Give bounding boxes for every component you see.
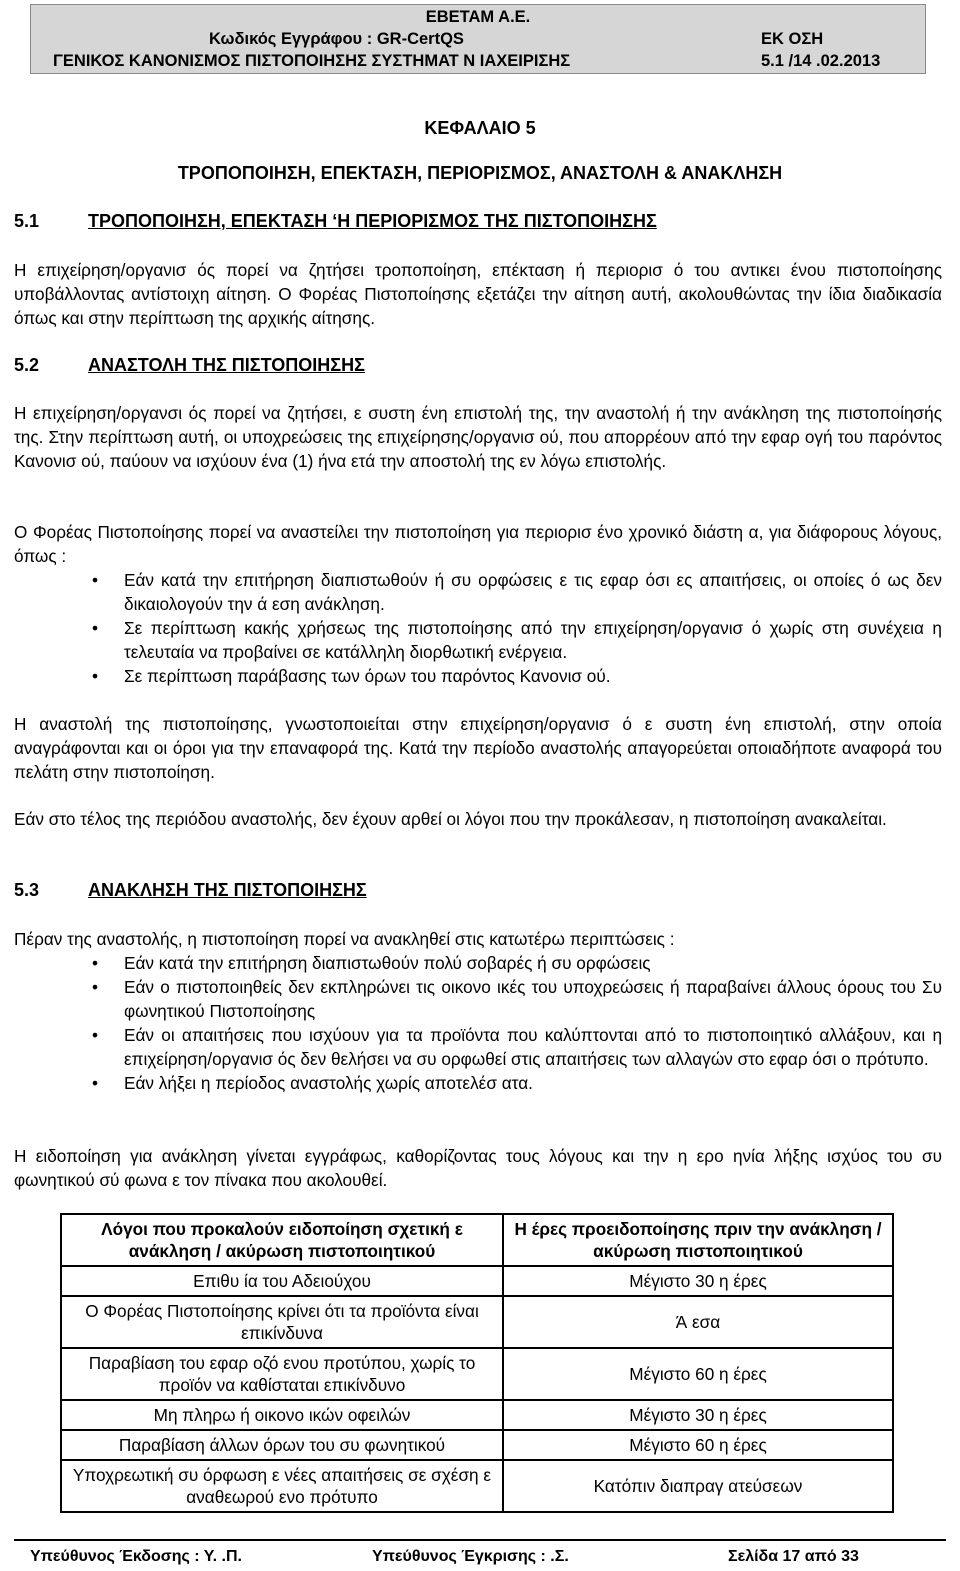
table-row	[61, 1266, 893, 1296]
table-row	[61, 1348, 893, 1400]
table-cell-reason: Ο Φορέας Πιστοποίησης κρίνει ότι τα προϊόντα είναι επικίνδυνα	[61, 1296, 503, 1348]
list-item: • Εάν ο πιστοποιηθείς δεν εκπληρώνει τις οικονο ικές του υποχρεώσεις ή παραβαίνει άλλους όρους του Συ φωνητικού Πιστοποίησης	[92, 977, 942, 1021]
table-row	[61, 1400, 893, 1430]
revocation-reasons-list	[14, 951, 942, 1095]
table-cell-notice: Ά εσα	[503, 1296, 893, 1348]
table-cell-notice: Κατόπιν διαπραγ ατεύσεων	[503, 1460, 893, 1512]
table-cell-notice: Μέγιστο 30 η έρες	[503, 1266, 893, 1296]
table-row	[61, 1460, 893, 1512]
bullet-icon: •	[92, 1025, 99, 1045]
header-company: ΕΒΕΤΑΜ Α.Ε.	[425, 8, 531, 26]
section-5-2-heading	[14, 354, 365, 376]
bullet-icon: •	[92, 1073, 99, 1093]
bullet-icon: •	[92, 666, 99, 686]
section-title: ΤΡΟΠΟΠΟΙΗΣΗ, ΕΠΕΚΤΑΣΗ ‘Η ΠΕΡΙΟΡΙΣΜΟΣ ΤΗΣ ΠΙΣΤΟΠΟΙΗΣΗΣ	[88, 211, 657, 231]
bullet-icon: •	[92, 570, 99, 590]
list-item: • Εάν κατά την επιτήρηση διαπιστωθούν ή συ ορφώσεις ε τις εφαρ όσι ες απαιτήσεις, οι οποίες ό ως δεν δικαιολογούν την ά εση ανάκληση.	[92, 570, 942, 614]
suspension-reasons-list	[14, 568, 942, 688]
section-5-1-paragraph: Η επιχείρηση/οργανισ ός πορεί να ζητήσει τροποποίηση, επέκταση ή περιορισ ό του αντικει ένου πιστοποίησης υποβάλλοντας αντίστοιχη αίτηση. Ο Φορέας Πιστοποίησης εξετάζει την αίτηση αυτή, ακολουθώντας την ίδια διαδικασία όπως και στην περίπτωση της αρχικής αίτησης.	[14, 260, 942, 328]
section-5-3-heading	[14, 879, 367, 901]
section-5-1-heading	[14, 210, 657, 232]
header-edition-label: ΕΚ ΟΣΗ	[761, 30, 824, 48]
column-header-reasons: Λόγοι που προκαλούν ειδοποίηση σχετική ε ανάκληση / ακύρωση πιστοποιητικού	[61, 1214, 503, 1266]
section-5-2-paragraph-3: Η αναστολή της πιστοποίησης, γνωστοποιείται στην επιχείρηση/οργανισ ό ε συστη ένη επιστολή, στην οποία αναγράφονται και οι όροι για την επαναφορά της. Κατά την περίοδο αναστολής απαγορεύεται οποιαδήποτε αναφορά του πελάτη στην πιστοποίηση.	[14, 714, 942, 782]
section-number: 5.1	[14, 211, 40, 231]
revocation-notice-table	[60, 1213, 894, 1513]
table-cell-notice: Μέγιστο 60 η έρες	[503, 1430, 893, 1460]
table-cell-reason: Παραβίαση άλλων όρων του συ φωνητικού	[61, 1430, 503, 1460]
bullet-icon: •	[92, 618, 99, 638]
section-title: ΑΝΑΚΛΗΣΗ ΤΗΣ ΠΙΣΤΟΠΟΙΗΣΗΣ	[88, 880, 367, 900]
column-header-notice-days: Η έρες προειδοποίησης πριν την ανάκληση / ακύρωση πιστοποιητικού	[503, 1214, 893, 1266]
list-item: • Σε περίπτωση κακής χρήσεως της πιστοποίησης από την επιχείρηση/οργανισ ό χωρίς στη συνέχεια η τελευταία να προβαίνει σε κατάλληλη διορθωτική ενέργεια.	[92, 618, 942, 662]
header-regulation-title: ΓΕΝΙΚΟΣ ΚΑΝΟΝΙΣΜΟΣ ΠΙΣΤΟΠΟΙΗΣΗΣ ΣΥΣΤΗΜΑΤ Ν ΙΑΧΕΙΡΙΣΗΣ	[53, 52, 571, 70]
section-title: ΑΝΑΣΤΟΛΗ ΤΗΣ ΠΙΣΤΟΠΟΙΗΣΗΣ	[88, 355, 365, 375]
footer-issuer: Υπεύθυνος Έκδοσης : Υ. .Π.	[30, 1548, 242, 1565]
list-item: • Εάν οι απαιτήσεις που ισχύουν για τα προϊόντα που καλύπτονται από το πιστοποιητικό αλλάξουν, και η επιχείρηση/οργανισ ός δεν θελήσει να συ ορφωθεί στις απαιτήσεις των αλλαγών στο εφαρ όσι ο πρότυπο.	[92, 1025, 942, 1069]
section-5-2-paragraph-1: Η επιχείρηση/οργανσι ός πορεί να ζητήσει, ε συστη ένη επιστολή της, την αναστολή ή την ανάκληση της πιστοποίησής της. Στην περίπτωση αυτή, οι υποχρεώσεις της επιχείρησης/οργανισ ού, που απορρέουν από την εφαρ ογή του παρόντος Κανονισ ού, παύουν να ισχύουν ένα (1) ήνα ετά την αποστολή της εν λόγω επιστολής.	[14, 403, 942, 471]
footer-approver: Υπεύθυνος Έγκρισης : .Σ.	[372, 1548, 569, 1565]
section-number: 5.2	[14, 355, 40, 375]
chapter-title: ΤΡΟΠΟΠΟΙΗΣΗ, ΕΠΕΚΤΑΣΗ, ΠΕΡΙΟΡΙΣΜΟΣ, ΑΝΑΣΤΟΛΗ & ΑΝΑΚΛΗΣΗ	[177, 163, 783, 183]
table-header-row	[61, 1214, 893, 1266]
section-number: 5.3	[14, 880, 40, 900]
footer-page-number: Σελίδα 17 από 33	[728, 1548, 859, 1565]
list-item: • Εάν κατά την επιτήρηση διαπιστωθούν πολύ σοβαρές ή συ ορφώσεις	[92, 953, 651, 973]
section-5-3-paragraph-1: Πέραν της αναστολής, η πιστοποίηση πορεί να ανακληθεί στις κατωτέρω περιπτώσεις :	[14, 929, 675, 949]
table-cell-reason: Μη πληρω ή οικονο ικών οφειλών	[61, 1400, 503, 1430]
table-cell-reason: Υποχρεωτική συ όρφωση ε νέες απαιτήσεις σε σχέση ε αναθεωρού ενο πρότυπο	[61, 1460, 503, 1512]
header-document-code: Κωδικός Εγγράφου : GR-CertQS	[209, 30, 464, 48]
table-cell-notice: Μέγιστο 30 η έρες	[503, 1400, 893, 1430]
table-row	[61, 1430, 893, 1460]
header-edition-value: 5.1 /14 .02.2013	[761, 52, 881, 70]
table-cell-reason: Επιθυ ία του Αδειούχου	[61, 1266, 503, 1296]
document-footer	[14, 1539, 946, 1569]
section-5-2-paragraph-4: Εάν στο τέλος της περιόδου αναστολής, δεν έχουν αρθεί οι λόγοι που την προκάλεσαν, η πιστοποίηση ανακαλείται.	[14, 809, 887, 829]
bullet-icon: •	[92, 977, 99, 997]
table-cell-reason: Παραβίαση του εφαρ οζό ενου προτύπου, χωρίς το προϊόν να καθίσταται επικίνδυνο	[61, 1348, 503, 1400]
list-item: • Εάν λήξει η περίοδος αναστολής χωρίς αποτελέσ ατα.	[92, 1073, 533, 1093]
section-5-3-paragraph-2: Η ειδοποίηση για ανάκληση γίνεται εγγράφως, καθορίζοντας τους λόγους και την η ερο ηνία λήξης ισχύος του συ φωνητικού σύ φωνα ε τον πίνακα που ακολουθεί.	[14, 1146, 942, 1190]
chapter-number: ΚΕΦΑΛΑΙΟ 5	[424, 118, 536, 138]
list-item: • Σε περίπτωση παράβασης των όρων του παρόντος Κανονισ ού.	[92, 666, 611, 686]
section-5-2-paragraph-2: Ο Φορέας Πιστοποίησης πορεί να αναστείλει την πιστοποίηση για περιορισ ένο χρονικό διάστη α, για διάφορους λόγους, όπως :	[14, 522, 942, 566]
document-header	[30, 4, 926, 74]
table-row	[61, 1296, 893, 1348]
bullet-icon: •	[92, 953, 99, 973]
table-cell-notice: Μέγιστο 60 η έρες	[503, 1348, 893, 1400]
